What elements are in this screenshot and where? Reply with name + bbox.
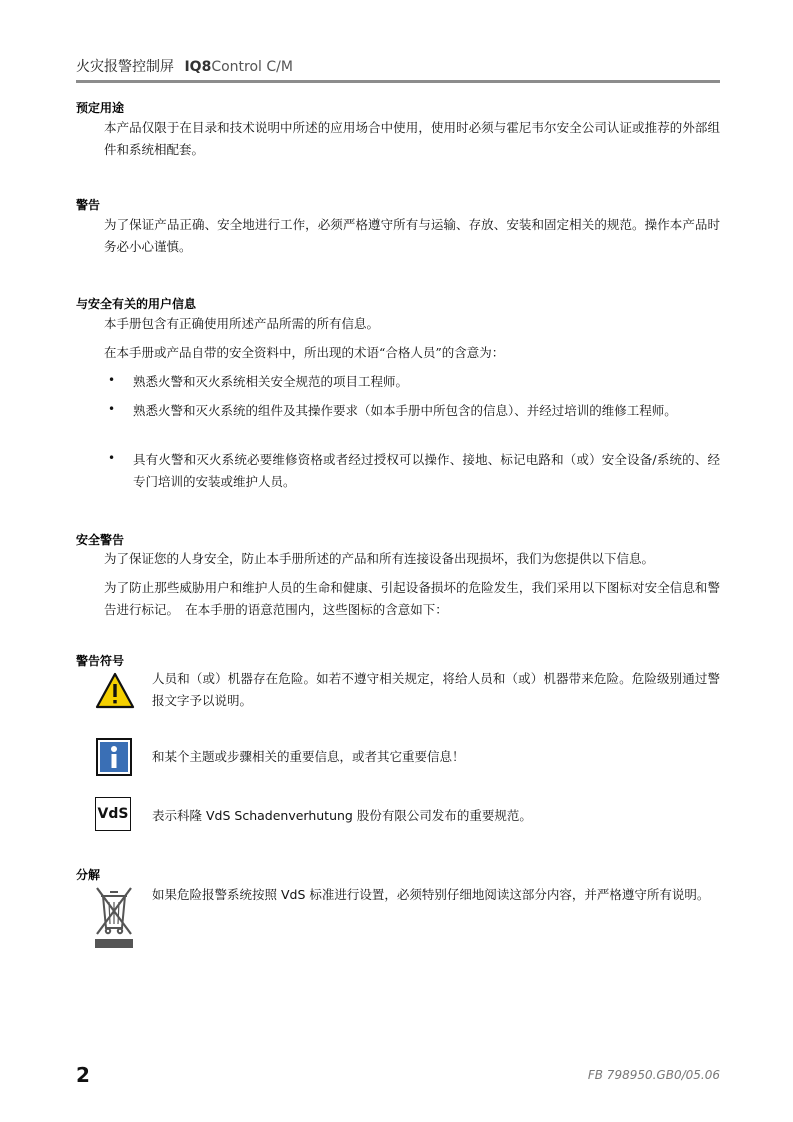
- warning-text: 为了保证产品正确、安全地进行工作，必须严格遵守所有与运输、存放、安装和固定相关的规范。操作本产品时务必小心谨慎。: [104, 217, 720, 254]
- symbols-heading: 警告符号: [76, 654, 125, 668]
- intended-use-heading: 预定用途: [76, 101, 125, 115]
- disposal-text: [152, 884, 720, 906]
- vds-symbol-text: [152, 805, 720, 827]
- disposal-text-vds: VdS: [281, 887, 306, 902]
- vds-text-pre: 表示科隆: [152, 808, 203, 823]
- safety-warning-p2: 为了防止那些威胁用户和维护人员的生命和健康、引起设备损坏的危险发生，我们采用以下图标对安全信息和警告进行标记。 在本手册的语意范围内，这些图标的含意如下：: [104, 580, 720, 617]
- crossed-bin-icon: [93, 882, 135, 952]
- document-code: FB 798950.GB0/05.06: [587, 1068, 720, 1082]
- info-symbol-text: 和某个主题或步骤相关的重要信息，或者其它重要信息！: [152, 749, 465, 764]
- bullet-item-3: 具有火警和灭火系统必要维修资格或者经过授权可以操作、接地、标记电路和（或）安全设备/系统的、经专门培训的安装或维护人员。: [133, 452, 720, 489]
- info-icon: [96, 738, 132, 776]
- vds-logo-text: VdS: [97, 806, 129, 822]
- header-title: 火灾报警控制屏: [76, 59, 174, 75]
- warning-triangle-icon: [95, 672, 135, 710]
- danger-symbol-text: 人员和（或）机器存在危险。如若不遵守相关规定，将给人员和（或）机器带来危险。危险级别通过警报文字予以说明。: [152, 671, 720, 708]
- user-info-p2: 在本手册或产品自带的安全资料中，所出现的术语“合格人员”的含意为：: [104, 345, 505, 360]
- user-info-heading: 与安全有关的用户信息: [76, 297, 197, 311]
- page-header: [76, 56, 720, 83]
- intended-use-text: 本产品仅限于在目录和技术说明中所述的应用场合中使用，使用时必须与霍尼韦尔安全公司认证或推荐的外部组件和系统相配套。: [104, 120, 720, 157]
- bullet-item-2: 熟悉火警和灭火系统的组件及其操作要求（如本手册中所包含的信息）、并经过培训的维修工程师。: [133, 403, 677, 418]
- safety-warning-p1: 为了保证您的人身安全，防止本手册所述的产品和所有连接设备出现损坏，我们为您提供以下信息。: [104, 551, 655, 566]
- disposal-text-pre: 如果危险报警系统按照: [152, 887, 278, 902]
- bullet-item-1: 熟悉火警和灭火系统相关安全规范的项目工程师。: [133, 374, 409, 389]
- user-info-p1: 本手册包含有正确使用所述产品所需的所有信息。: [104, 316, 380, 331]
- bullet-dot-2: •: [108, 402, 116, 416]
- vds-text-name: VdS Schadenverhutung: [206, 808, 353, 823]
- disposal-text-post: 标准进行设置，必须特别仔细地阅读这部分内容，并严格遵守所有说明。: [309, 887, 710, 902]
- warning-heading: 警告: [76, 198, 101, 212]
- bullet-dot-1: •: [108, 373, 116, 387]
- safety-warning-heading: 安全警告: [76, 533, 125, 547]
- vds-text-post: 股份有限公司发布的重要规范。: [356, 808, 532, 823]
- disposal-heading: 分解: [76, 868, 101, 882]
- header-product-rest: Control C/M: [211, 59, 293, 75]
- header-product-bold: IQ8: [184, 59, 212, 75]
- page-number: 2: [76, 1063, 90, 1087]
- vds-logo-icon: [95, 797, 131, 831]
- header-product: [184, 59, 293, 75]
- bullet-dot-3: •: [108, 451, 116, 465]
